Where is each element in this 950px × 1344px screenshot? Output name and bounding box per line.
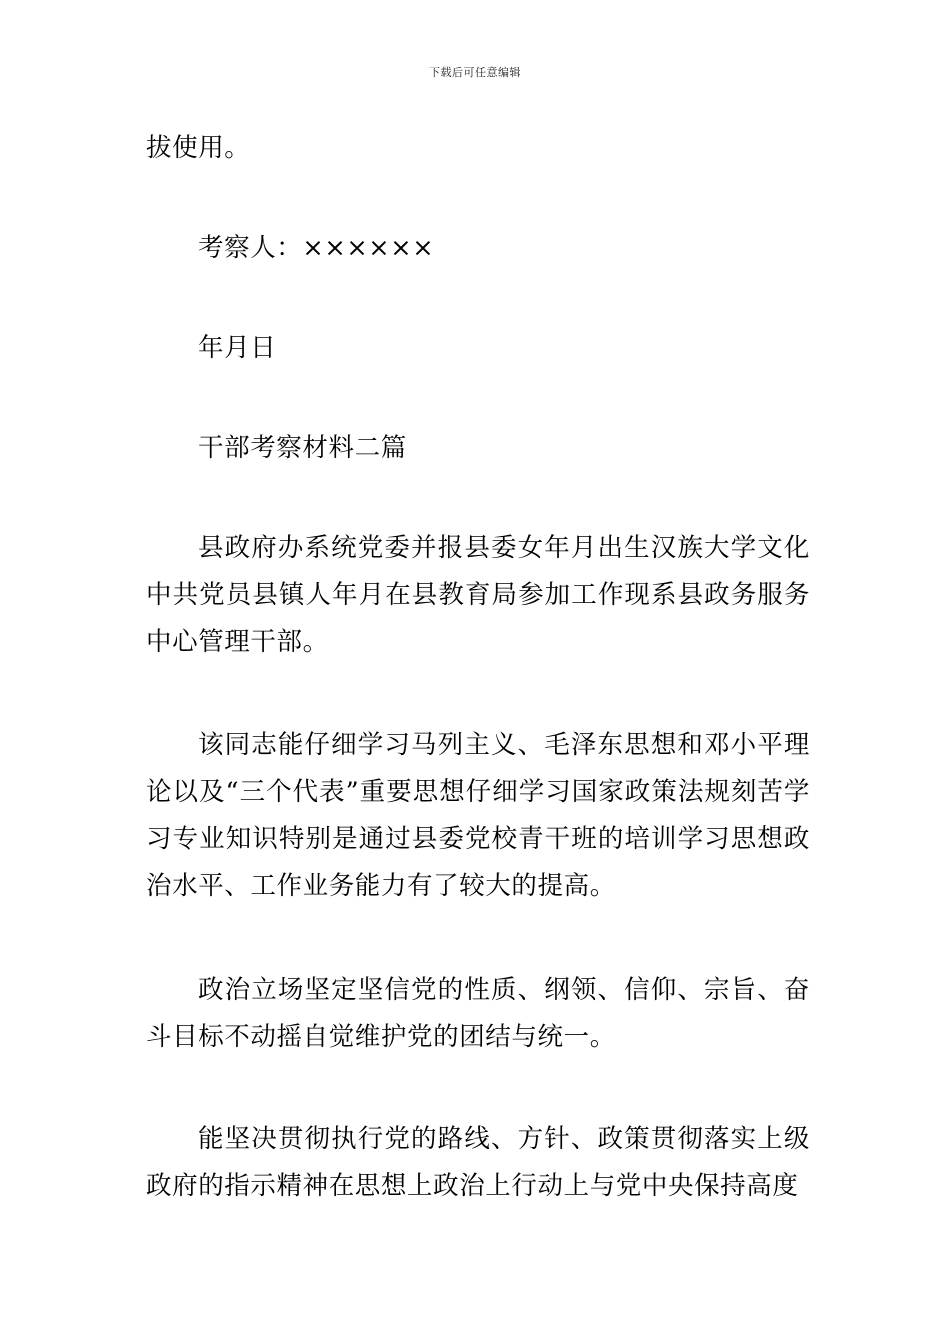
document-title: 干部考察材料二篇 <box>198 433 407 463</box>
date-line: 年月日 <box>198 333 277 363</box>
policy-paragraph: 能坚决贯彻执行党的路线、方针、政策贯彻落实上级政府的指示精神在思想上政治上行动上与党中央保持高度 <box>146 1124 810 1201</box>
continuation-paragraph: 拔使用。 <box>146 133 251 163</box>
politics-paragraph: 政治立场坚定坚信党的性质、纲领、信仰、宗旨、奋斗目标不动摇自觉维护党的团结与统一。 <box>146 975 810 1052</box>
intro-paragraph: 县政府办系统党委并报县委女年月出生汉族大学文化中共党员县镇人年月在县教育局参加工作现系县政务服务中心管理干部。 <box>146 533 810 657</box>
inspector-line: 考察人：×××××× <box>198 233 435 263</box>
study-paragraph: 该同志能仔细学习马列主义、毛泽东思想和邓小平理论以及“三个代表”重要思想仔细学习国家政策法规刻苦学习专业知识特别是通过县委党校青干班的培训学习思想政治水平、工作业务能力有了较大的提高。 <box>146 730 810 901</box>
page-header-note: 下载后可任意编辑 <box>429 66 521 79</box>
